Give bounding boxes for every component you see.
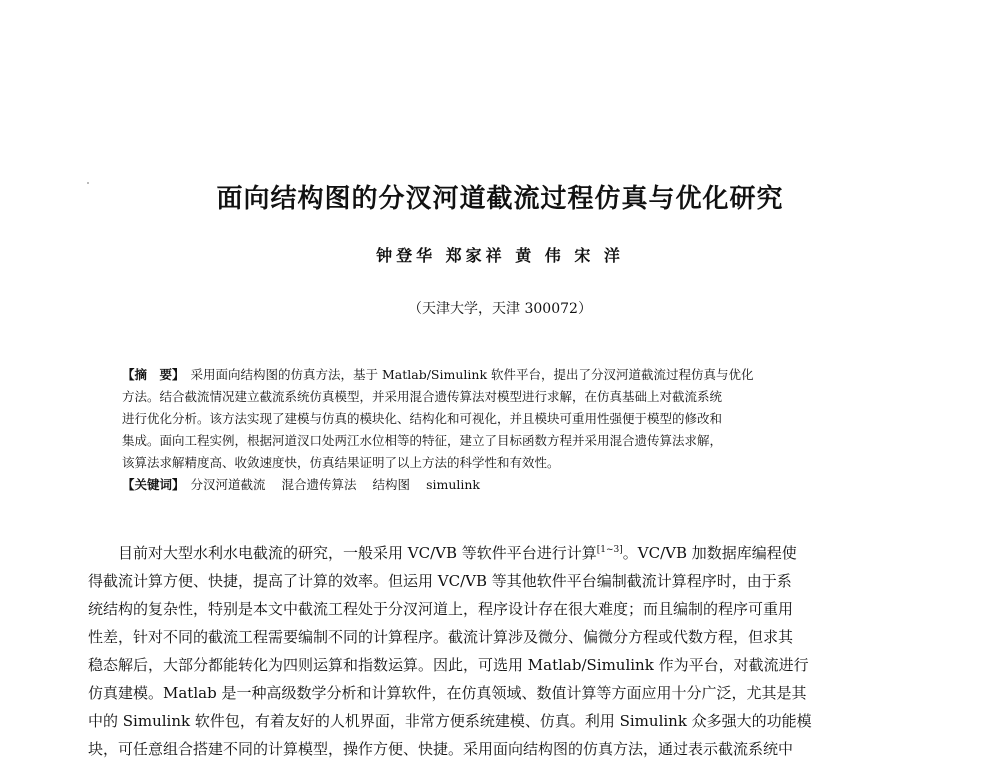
body-text-run: 目前对大型水利水电截流的研究，一般采用 VC/VB 等软件平台进行计算: [118, 544, 597, 562]
body-text: [88, 539, 910, 763]
body-line: 中的 Simulink 软件包，有着友好的人机界面，非常方便系统建模、仿真。利用 Simulink 众多强大的功能模: [88, 712, 812, 730]
author-list: 钟登华 郑家祥 黄 伟 宋 洋: [376, 246, 624, 265]
abstract-line: [122, 364, 882, 386]
keyword: 混合遗传算法: [281, 477, 357, 492]
body-line: 稳态解后，大部分都能转化为四则运算和指数运算。因此，可选用 Matlab/Simulink 作为平台，对截流进行: [88, 656, 809, 674]
abstract-line: 集成。面向工程实例，根据河道汊口处两江水位相等的特征，建立了目标函数方程并采用混合遗传算法求解，: [122, 433, 723, 448]
abstract-text: 采用面向结构图的仿真方法，基于 Matlab/Simulink 软件平台，提出了分汊河道截流过程仿真与优化: [190, 367, 754, 382]
abstract-block: [122, 364, 882, 496]
body-line: 仿真建模。Matlab 是一种高级数学分析和计算软件，在仿真领域、数值计算等方面应用十分广泛，尤其是其: [88, 684, 807, 702]
body-line: 块，可任意组合搭建不同的计算模型，操作方便、快捷。采用面向结构图的仿真方法，通过表示截流系统中: [88, 740, 794, 758]
paper-title: 面向结构图的分汊河道截流过程仿真与优化研究: [216, 184, 784, 214]
body-paragraph-first-line: [88, 539, 910, 567]
keywords-label: 【关键词】: [122, 477, 185, 492]
abstract-label: 【摘 要】: [122, 367, 185, 382]
body-line: 统结构的复杂性，特别是本文中截流工程处于分汊河道上，程序设计存在很大难度；而且编制的程序可重用: [88, 600, 794, 618]
body-line: 性差，针对不同的截流工程需要编制不同的计算程序。截流计算涉及微分、偏微分方程或代数方程，但求其: [88, 628, 794, 646]
keyword: simulink: [426, 477, 480, 492]
keyword: 结构图: [372, 477, 411, 492]
abstract-line: 该算法求解精度高、收敛速度快，仿真结果证明了以上方法的科学性和有效性。: [122, 455, 560, 470]
abstract-line: 方法。结合截流情况建立截流系统仿真模型，并采用混合遗传算法对模型进行求解，在仿真基础上对截流系统: [122, 389, 723, 404]
affiliation: （天津大学，天津 300072）: [408, 301, 592, 317]
abstract-line: 进行优化分析。该方法实现了建模与仿真的模块化、结构化和可视化，并且模块可重用性强便于模型的修改和: [122, 411, 723, 426]
keyword: 分汊河道截流: [190, 477, 266, 492]
body-line: 得截流计算方便、快捷，提高了计算的效率。但运用 VC/VB 等其他软件平台编制截流计算程序时，由于系: [88, 572, 792, 590]
citation-ref: [1~3]: [596, 545, 623, 555]
keywords-line: [122, 474, 882, 496]
body-text-run: 。VC/VB 加数据库编程使: [622, 544, 797, 562]
